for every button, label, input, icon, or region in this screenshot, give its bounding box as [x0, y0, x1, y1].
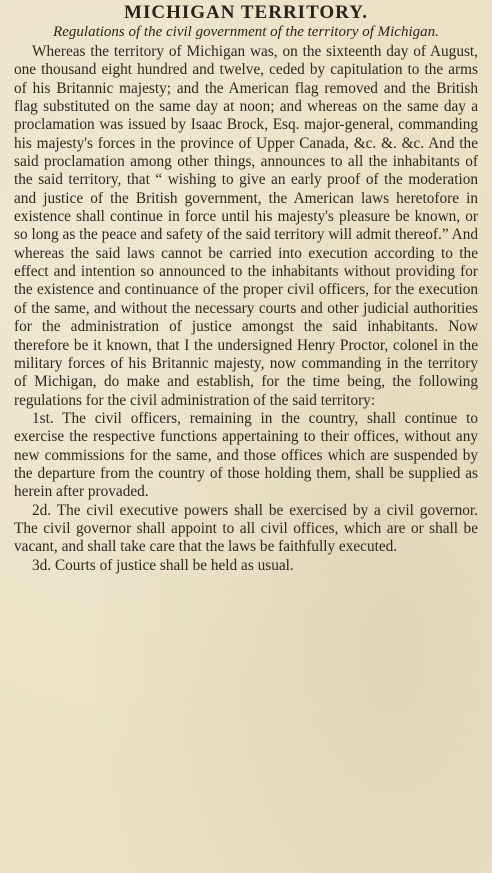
article-paragraph-2d: 2d. The civil executive powers shall be exercised by a civil governor. The civil governor shall appoint to all civil offices, which are or shall be vacant, and shall take care that the laws be faithfully executed.	[14, 501, 478, 556]
article-paragraph-1st: 1st. The civil officers, remaining in the country, shall continue to exercise the respective functions appertaining to their offices, without any new commissions for the same, and those offices which are suspended by the departure from the country of those holding them, shall be supplied as herein after provaded.	[14, 409, 478, 501]
article-title: MICHIGAN TERRITORY.	[124, 2, 368, 23]
article-paragraph-3d: 3d. Courts of justice shall be held as usual.	[32, 556, 294, 574]
article-paragraph-preamble: Whereas the territory of Michigan was, on the sixteenth day of August, one thousand eight hundred and twelve, ceded by capitulation to the arms of his Britannic majesty; and the American flag removed and the British flag substituted on the same day at noon; and whereas on the same day a proclamation was issued by Isaac Brock, Esq. major-general, commanding his majesty's forces in the province of Upper Canada, &c. &. &c. And the said proclamation among other things, announces to all the inhabitants of the said territory, that “ wishing to give an early proof of the moderation and justice of the British government, the American laws heretofore in existence shall continue in force until his majesty's pleasure be known, or so long as the peace and safety of the said territory will admit thereof.” And whereas the said laws cannot be carried into execution according to the effect and intention so announced to the inhabitants without providing for the existence and continuance of the proper civil officers, for the execution of the same, and without the necessary courts and other judicial authorities for the administration of justice amongst the said inhabitants. Now therefore be it known, that I the undersigned Henry Proctor, colonel in the military forces of his Britannic majesty, now commanding in the territory of Michigan, do make and establish, for the time being, the following regulations for the civil administration of the said territory:	[14, 43, 478, 409]
article-subtitle: Regulations of the civil government of the territory of Michigan.	[53, 24, 439, 40]
